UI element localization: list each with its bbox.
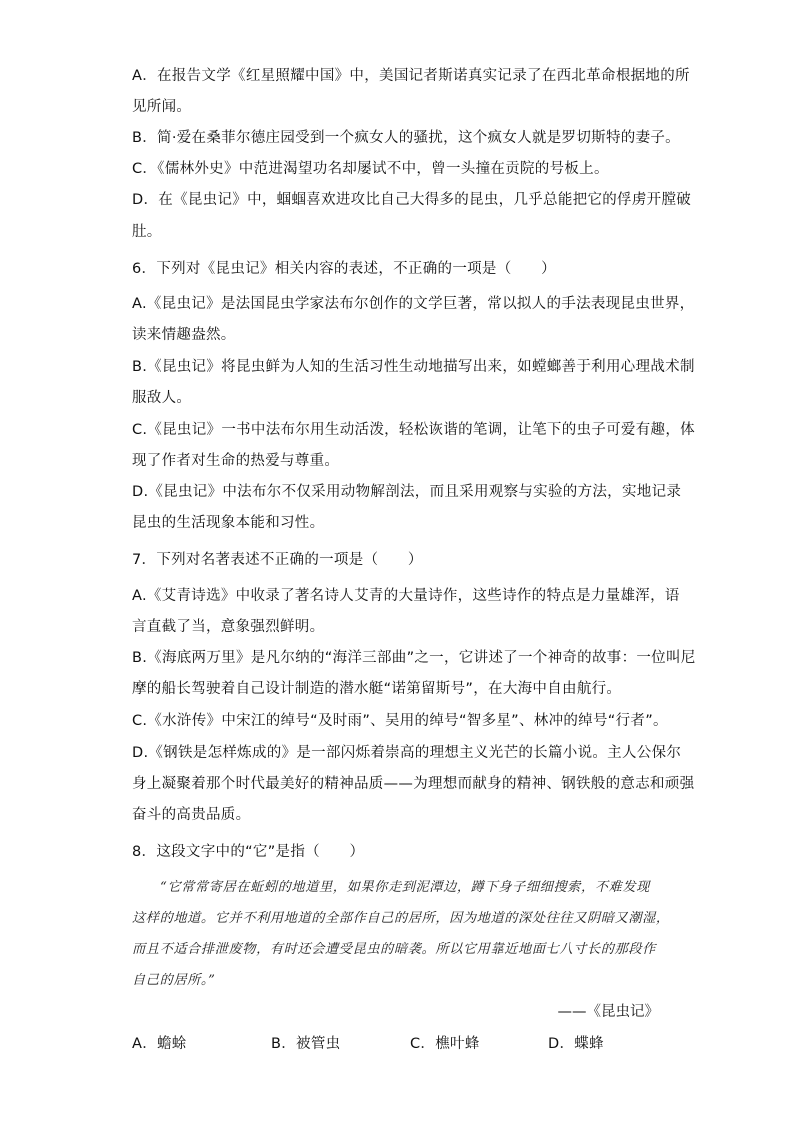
q7-option-d-line3: 奋斗的高贵品质。	[132, 807, 251, 823]
q8-quote-line3: 而且不适合排泄废物，有时还会遭受昆虫的暗袭。所以它用靠近地面七八寸长的那段作	[132, 942, 656, 957]
q7-option-a-line1: A.《艾青诗选》中收录了著名诗人艾青的大量诗作，这些诗作的特点是力量雄浑，语	[132, 588, 680, 604]
q6-option-a-line2: 读来情趣盎然。	[132, 327, 236, 343]
q8-quote-line2: 这样的地道。它并不利用地道的全部作自己的居所，因为地道的深处往往又阴暗又潮湿，	[132, 911, 670, 926]
q7-option-d-line1: D.《钢铁是怎样炼成的》是一部闪烁着崇高的理想主义光芒的长篇小说。主人公保尔	[132, 745, 682, 761]
q8-quote-line4: 自己的居所。”	[132, 973, 216, 988]
q7-option-b-line2: 摩的船长驾驶着自己设计制造的潜水艇“诺第留斯号”，在大海中自由航行。	[132, 681, 622, 697]
q8-option-b: B．被管虫	[271, 1036, 341, 1052]
q6-option-c-line1: C.《昆虫记》一书中法布尔用生动活泼，轻松诙谐的笔调，让笔下的虫子可爱有趣，体	[132, 422, 695, 438]
q5-option-d-line1: D．在《昆虫记》中，蝈蝈喜欢进攻比自己大得多的昆虫，几乎总能把它的俘虏开膛破	[132, 192, 692, 208]
q5-option-c: C．《儒林外史》中范进渴望功名却屡试不中，曾一头撞在贡院的号板上。	[132, 161, 609, 177]
q7-option-a-line2: 言直截了当，意象强烈鲜明。	[132, 619, 325, 635]
q8-option-c: C．樵叶蜂	[410, 1036, 480, 1052]
q6-option-c-line2: 现了作者对生命的热爱与尊重。	[132, 453, 340, 469]
q7-option-c: C.《水浒传》中宋江的绰号“及时雨”、吴用的绰号“智多星”、林冲的绰号“行者”。	[132, 713, 668, 729]
q8-option-a: A．蟾蜍	[132, 1036, 187, 1052]
q6-option-d-line2: 昆虫的生活现象本能和习性。	[132, 515, 325, 531]
q5-option-d-line2: 肚。	[132, 224, 162, 240]
q5-option-a-line2: 见所闻。	[132, 99, 192, 115]
q5-option-a-line1: A．在报告文学《红星照耀中国》中，美国记者斯诺真实记录了在西北革命根据地的所	[132, 68, 690, 84]
q8-quote-line1: “它常常寄居在蚯蚓的地道里，如果你走到泥潭边，蹲下身子细细搜索，不难发现	[160, 880, 650, 895]
q5-option-b: B．简·爱在桑菲尔德庄园受到一个疯女人的骚扰，这个疯女人就是罗切斯特的妻子。	[132, 130, 680, 146]
q7-stem: 7．下列对名著表述不正确的一项是（ ）	[132, 552, 423, 568]
q7-option-d-line2: 身上凝聚着那个时代最美好的精神品质——为理想而献身的精神、钢铁般的意志和顽强	[132, 776, 695, 792]
q8-stem: 8．这段文字中的“它”是指（ ）	[132, 844, 365, 860]
q7-option-b-line1: B.《海底两万里》是凡尔纳的“海洋三部曲”之一，它讲述了一个神奇的故事：一位叫尼	[132, 650, 696, 666]
q6-option-d-line1: D.《昆虫记》中法布尔不仅采用动物解剖法，而且采用观察与实验的方法，实地记录	[132, 484, 682, 500]
q6-option-b-line2: 服敌人。	[132, 390, 192, 406]
q8-quote-source: ——《昆虫记》	[557, 1004, 659, 1020]
q8-option-d: D．蝶蜂	[548, 1036, 604, 1052]
q6-option-a-line1: A.《昆虫记》是法国昆虫学家法布尔创作的文学巨著，常以拟人的手法表现昆虫世界，	[132, 296, 695, 312]
q6-stem: 6．下列对《昆虫记》相关内容的表述，不正确的一项是（ ）	[132, 261, 556, 277]
q6-option-b-line1: B.《昆虫记》将昆虫鲜为人知的生活习性生动地描写出来，如螳螂善于利用心理战术制	[132, 359, 695, 375]
